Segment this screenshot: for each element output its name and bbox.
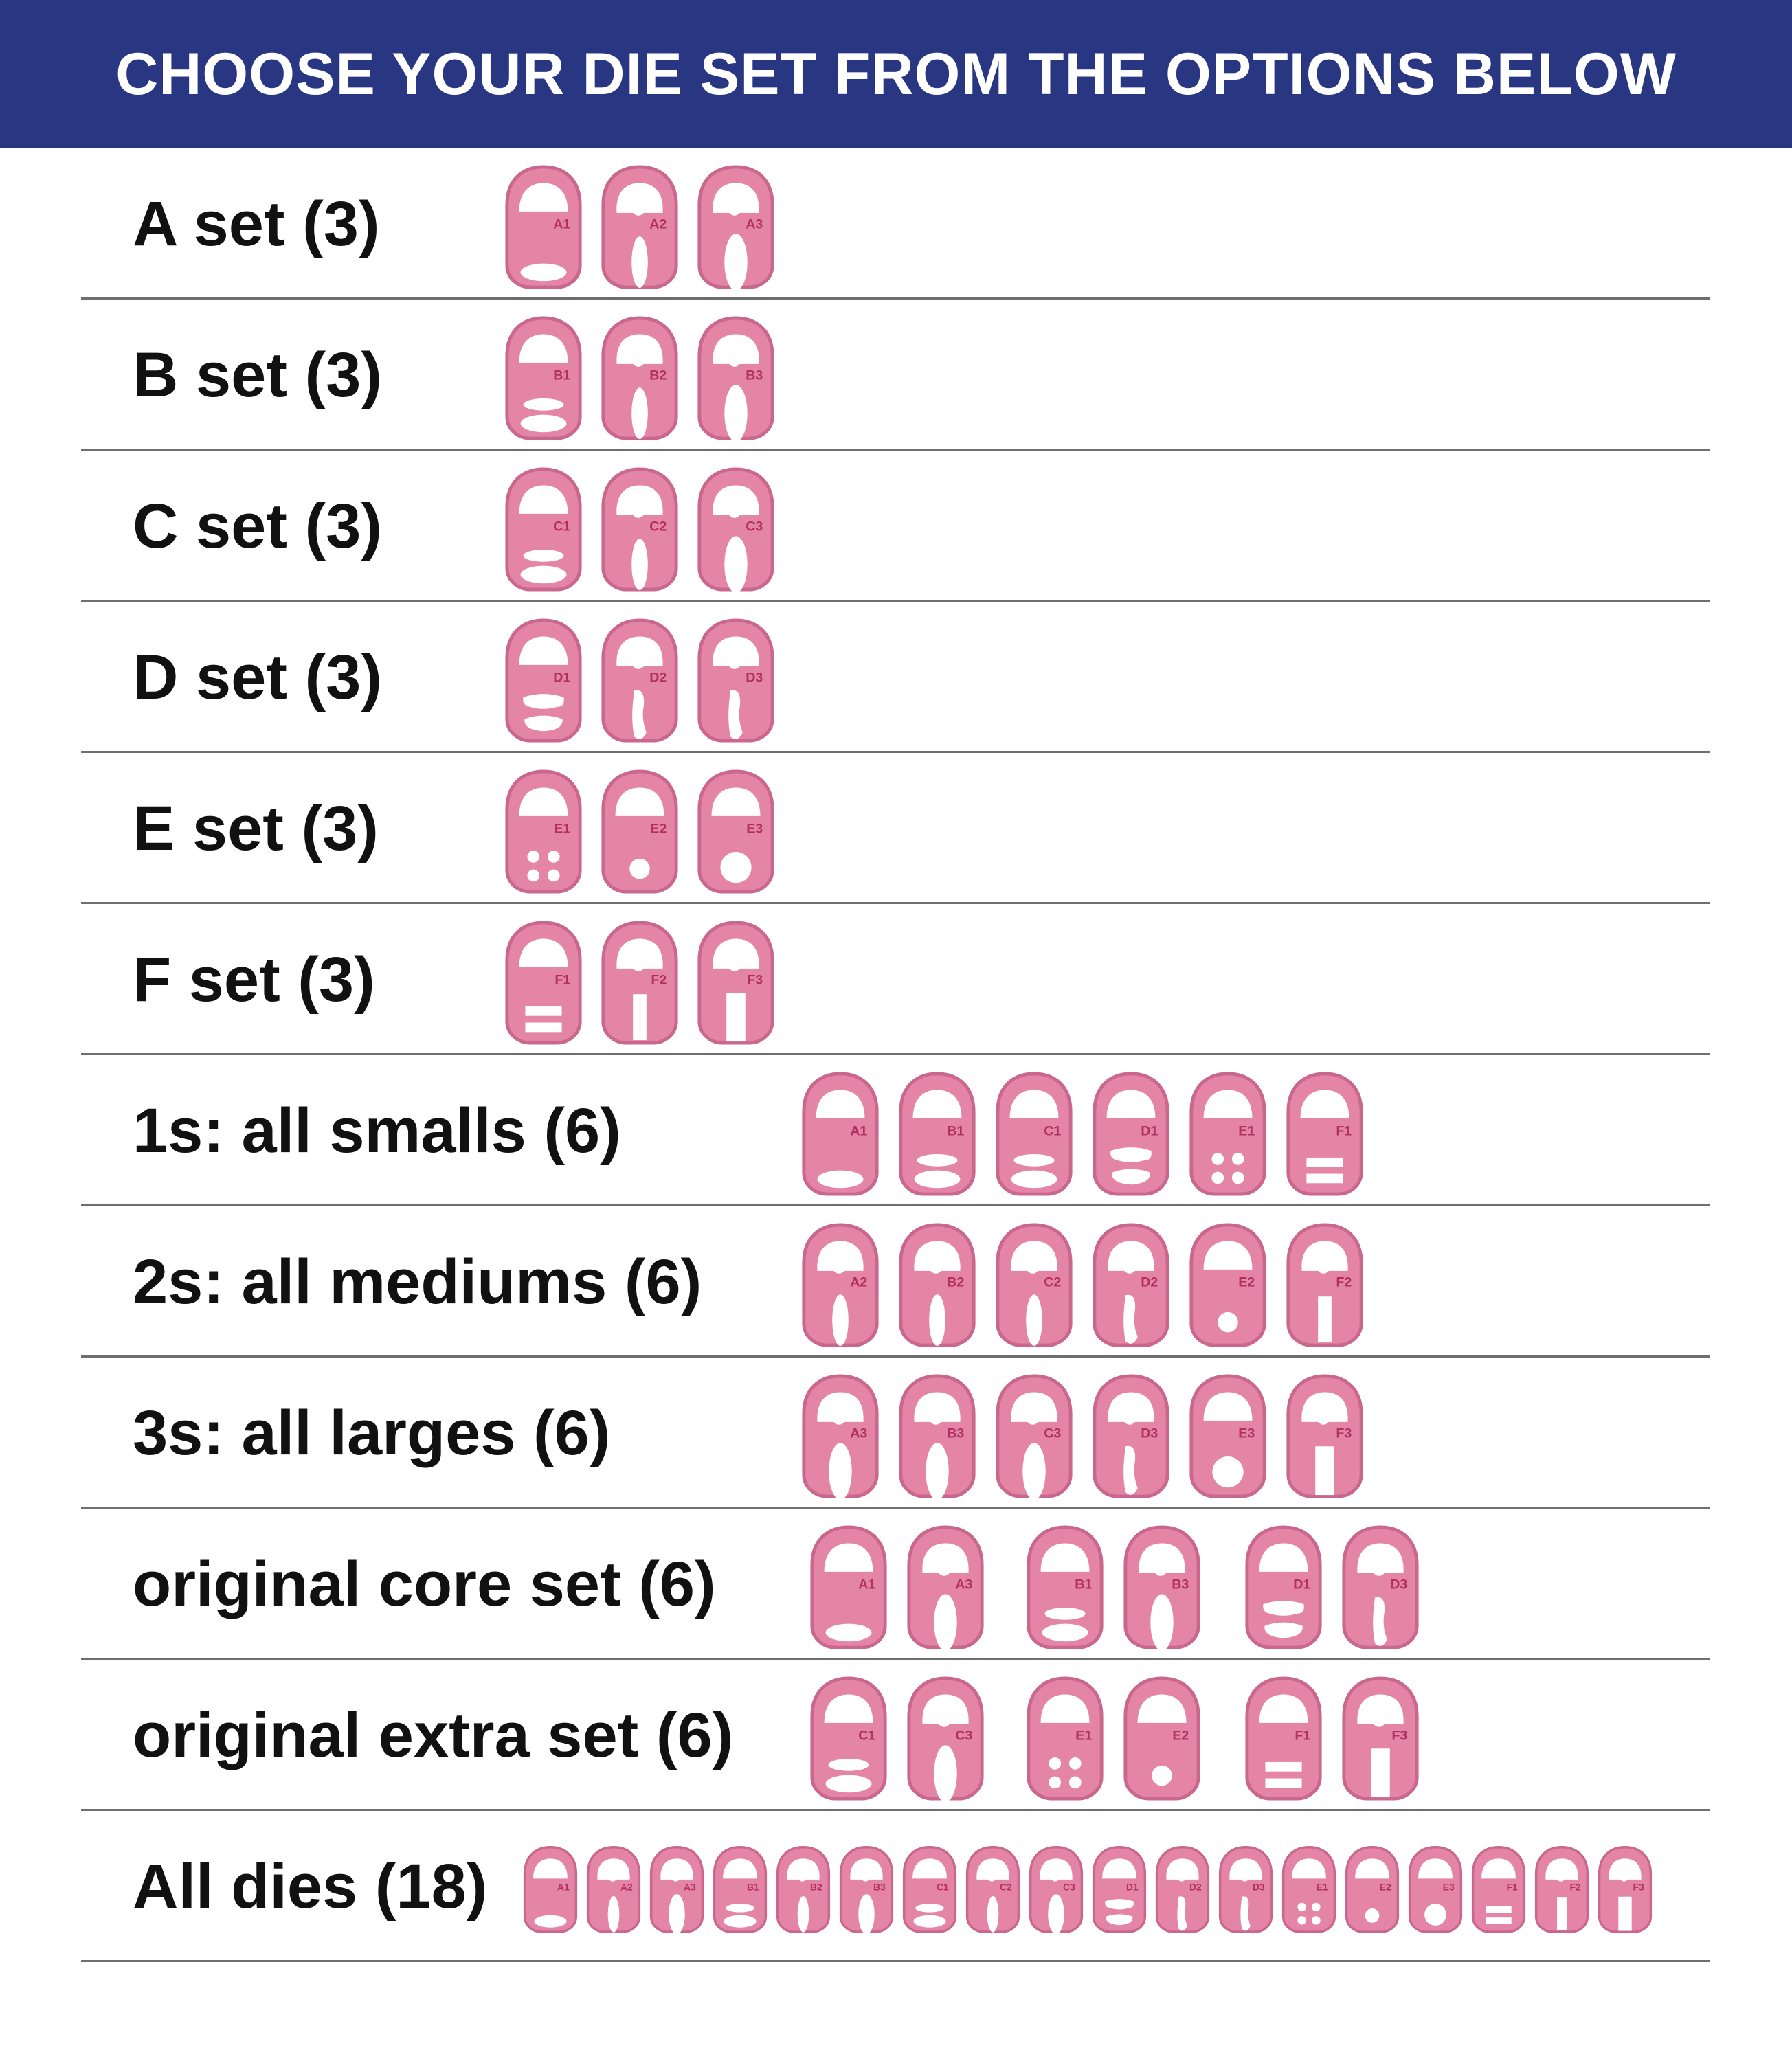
die-b1-icon (710, 1845, 770, 1933)
die-set-row[interactable] (0, 1055, 1792, 1206)
die-code-label: F2 (1569, 1881, 1581, 1893)
die-code-label: C2 (1044, 1274, 1062, 1290)
die-d1-icon (502, 618, 585, 743)
die-code-label: F3 (1391, 1728, 1408, 1744)
die-a3-icon (647, 1845, 706, 1933)
die-c3-icon (694, 466, 778, 592)
die-f2-icon (1283, 1222, 1367, 1347)
die-code-label: E3 (1442, 1881, 1455, 1893)
die-e1-icon (502, 769, 585, 894)
die-code-label: D3 (1390, 1577, 1408, 1592)
die-f3-icon (694, 920, 778, 1045)
die-code-label: B3 (746, 368, 763, 383)
die-a1-icon (798, 1071, 882, 1196)
die-code-label: F1 (1336, 1123, 1352, 1139)
die-c2-icon (598, 466, 682, 592)
die-c3-icon (1027, 1845, 1086, 1933)
die-code-label: A3 (746, 216, 763, 232)
die-d2-icon (598, 618, 682, 743)
page-title: CHOOSE YOUR DIE SET FROM THE OPTIONS BELOW (115, 41, 1677, 107)
die-b3-icon (694, 315, 778, 440)
die-f1-icon (1283, 1071, 1367, 1196)
die-code-label: C2 (999, 1881, 1012, 1893)
die-code-label: E3 (1238, 1426, 1255, 1441)
die-f2-icon (1532, 1845, 1591, 1933)
die-f1-icon (1469, 1845, 1528, 1933)
die-code-label: B2 (947, 1274, 965, 1290)
die-code-label: C1 (858, 1728, 876, 1744)
die-code-label: D3 (746, 670, 763, 686)
die-code-label: F3 (747, 972, 763, 988)
die-set-label: 3s: all larges (6) (133, 1398, 611, 1468)
die-code-label: F1 (1295, 1728, 1311, 1744)
die-d1-icon (1090, 1845, 1149, 1933)
die-code-label: F3 (1336, 1426, 1352, 1441)
die-a2-icon (598, 164, 682, 289)
die-d3-icon (1216, 1845, 1275, 1933)
die-f1-icon (1242, 1676, 1325, 1801)
die-set-row[interactable] (0, 300, 1792, 451)
die-code-label: B2 (809, 1881, 822, 1893)
die-set-dies (0, 1055, 1792, 1206)
die-code-label: C3 (1062, 1881, 1075, 1893)
die-code-label: D1 (553, 670, 571, 686)
die-code-label: F1 (1506, 1881, 1518, 1893)
die-set-row[interactable] (0, 1811, 1792, 1962)
die-code-label: C1 (936, 1881, 949, 1893)
die-f3-icon (1283, 1373, 1367, 1498)
die-e2-icon (1343, 1845, 1402, 1933)
die-set-dies (0, 1358, 1792, 1509)
die-code-label: D3 (1252, 1881, 1265, 1893)
die-set-dies (0, 904, 1792, 1055)
die-f1-icon (502, 920, 585, 1045)
die-code-label: B1 (1075, 1577, 1093, 1592)
die-e2-icon (598, 769, 682, 894)
die-set-row[interactable] (0, 904, 1792, 1055)
die-c1-icon (900, 1845, 959, 1933)
die-code-label: D3 (1141, 1426, 1158, 1441)
die-a1-icon (502, 164, 585, 289)
die-b3-icon (895, 1373, 979, 1498)
die-d2-icon (1089, 1222, 1173, 1347)
die-set-label: 2s: all mediums (6) (133, 1247, 702, 1317)
die-c1-icon (502, 466, 585, 592)
die-set-label: B set (3) (133, 340, 382, 410)
die-d2-icon (1153, 1845, 1212, 1933)
die-code-label: A2 (649, 216, 667, 232)
die-set-dies (0, 451, 1792, 602)
die-set-dies (0, 753, 1792, 904)
die-b1-icon (502, 315, 585, 440)
die-code-label: B1 (553, 368, 571, 383)
die-set-dies (0, 148, 1792, 300)
die-a1-icon (521, 1845, 580, 1933)
die-set-row[interactable] (0, 1358, 1792, 1509)
die-b2-icon (774, 1845, 833, 1933)
die-code-label: F2 (651, 972, 667, 988)
die-set-dies (0, 1206, 1792, 1358)
die-f3-icon (1595, 1845, 1655, 1933)
die-code-label: D1 (1141, 1123, 1158, 1139)
die-code-label: F1 (555, 972, 571, 988)
die-set-dies (0, 602, 1792, 753)
die-b1-icon (1023, 1524, 1107, 1649)
die-e2-icon (1120, 1676, 1204, 1801)
die-set-dies (0, 300, 1792, 451)
die-c1-icon (992, 1071, 1076, 1196)
die-set-label: C set (3) (133, 491, 382, 561)
die-d1-icon (1089, 1071, 1173, 1196)
die-set-dies (0, 1660, 1792, 1811)
die-b2-icon (598, 315, 682, 440)
die-code-label: D2 (649, 670, 667, 686)
die-d3-icon (1339, 1524, 1422, 1649)
die-code-label: D2 (1141, 1274, 1158, 1290)
die-code-label: A3 (955, 1577, 973, 1592)
die-a1-icon (807, 1524, 891, 1649)
die-e2-icon (1186, 1222, 1270, 1347)
die-code-label: D2 (1189, 1881, 1202, 1893)
die-a2-icon (798, 1222, 882, 1347)
die-code-label: B2 (649, 368, 667, 383)
die-c2-icon (992, 1222, 1076, 1347)
die-set-row[interactable] (0, 1660, 1792, 1811)
die-e1-icon (1279, 1845, 1339, 1933)
die-set-row[interactable] (0, 1509, 1792, 1660)
die-code-label: A1 (553, 216, 571, 232)
die-code-label: E2 (1379, 1881, 1391, 1893)
die-b3-icon (1120, 1524, 1204, 1649)
die-b3-icon (837, 1845, 896, 1933)
die-set-row[interactable] (0, 1206, 1792, 1358)
die-a3-icon (694, 164, 778, 289)
die-e3-icon (694, 769, 778, 894)
die-code-label: D1 (1125, 1881, 1139, 1893)
header-banner (0, 0, 1792, 148)
die-code-label: E3 (746, 821, 763, 837)
die-d3-icon (1089, 1373, 1173, 1498)
die-set-row[interactable] (0, 451, 1792, 602)
die-code-label: A3 (683, 1881, 696, 1893)
die-set-row[interactable] (0, 602, 1792, 753)
die-code-label: E2 (1172, 1728, 1189, 1744)
die-code-label: B3 (947, 1426, 965, 1441)
die-f2-icon (598, 920, 682, 1045)
die-e1-icon (1186, 1071, 1270, 1196)
die-e1-icon (1023, 1676, 1107, 1801)
die-f3-icon (1339, 1676, 1422, 1801)
die-code-label: C1 (1044, 1123, 1062, 1139)
die-set-row[interactable] (0, 753, 1792, 904)
die-b1-icon (895, 1071, 979, 1196)
die-e3-icon (1406, 1845, 1465, 1933)
die-c3-icon (992, 1373, 1076, 1498)
die-set-label: D set (3) (133, 642, 382, 712)
die-code-label: F2 (1336, 1274, 1352, 1290)
die-code-label: A1 (850, 1123, 868, 1139)
die-set-label: 1s: all smalls (6) (133, 1096, 621, 1166)
die-code-label: C3 (1044, 1426, 1062, 1441)
die-d1-icon (1242, 1524, 1325, 1649)
die-code-label: A1 (858, 1577, 876, 1592)
die-code-label: C3 (746, 519, 763, 534)
die-c3-icon (904, 1676, 987, 1801)
die-code-label: A2 (620, 1881, 633, 1893)
die-code-label: B1 (947, 1123, 965, 1139)
die-d3-icon (694, 618, 778, 743)
die-code-label: A2 (850, 1274, 868, 1290)
die-code-label: C2 (649, 519, 667, 534)
die-code-label: E2 (650, 821, 667, 837)
die-set-label: All dies (18) (133, 1851, 488, 1922)
die-a3-icon (904, 1524, 987, 1649)
die-set-row[interactable] (0, 148, 1792, 300)
die-b2-icon (895, 1222, 979, 1347)
die-e3-icon (1186, 1373, 1270, 1498)
die-set-label: original extra set (6) (133, 1700, 734, 1770)
die-c2-icon (963, 1845, 1022, 1933)
die-code-label: C3 (955, 1728, 973, 1744)
die-a3-icon (798, 1373, 882, 1498)
die-set-label: A set (3) (133, 189, 380, 259)
die-code-label: A3 (850, 1426, 868, 1441)
die-code-label: B3 (873, 1881, 886, 1893)
die-code-label: D1 (1293, 1577, 1311, 1592)
die-code-label: E1 (1316, 1881, 1328, 1893)
die-code-label: A1 (557, 1881, 570, 1893)
die-code-label: E1 (1238, 1123, 1255, 1139)
die-set-dies (0, 1509, 1792, 1660)
die-code-label: C1 (553, 519, 571, 534)
row-divider (81, 1960, 1710, 1962)
die-code-label: E1 (1075, 1728, 1093, 1744)
die-code-label: E2 (1238, 1274, 1255, 1290)
die-a2-icon (584, 1845, 643, 1933)
die-set-label: original core set (6) (133, 1549, 716, 1619)
die-set-label: F set (3) (133, 945, 375, 1015)
die-set-dies (0, 1811, 1792, 1962)
die-code-label: B3 (1172, 1577, 1189, 1592)
die-code-label: B1 (746, 1881, 759, 1893)
die-code-label: F3 (1633, 1881, 1644, 1893)
die-code-label: E1 (554, 821, 571, 837)
die-c1-icon (807, 1676, 891, 1801)
die-set-label: E set (3) (133, 793, 379, 864)
